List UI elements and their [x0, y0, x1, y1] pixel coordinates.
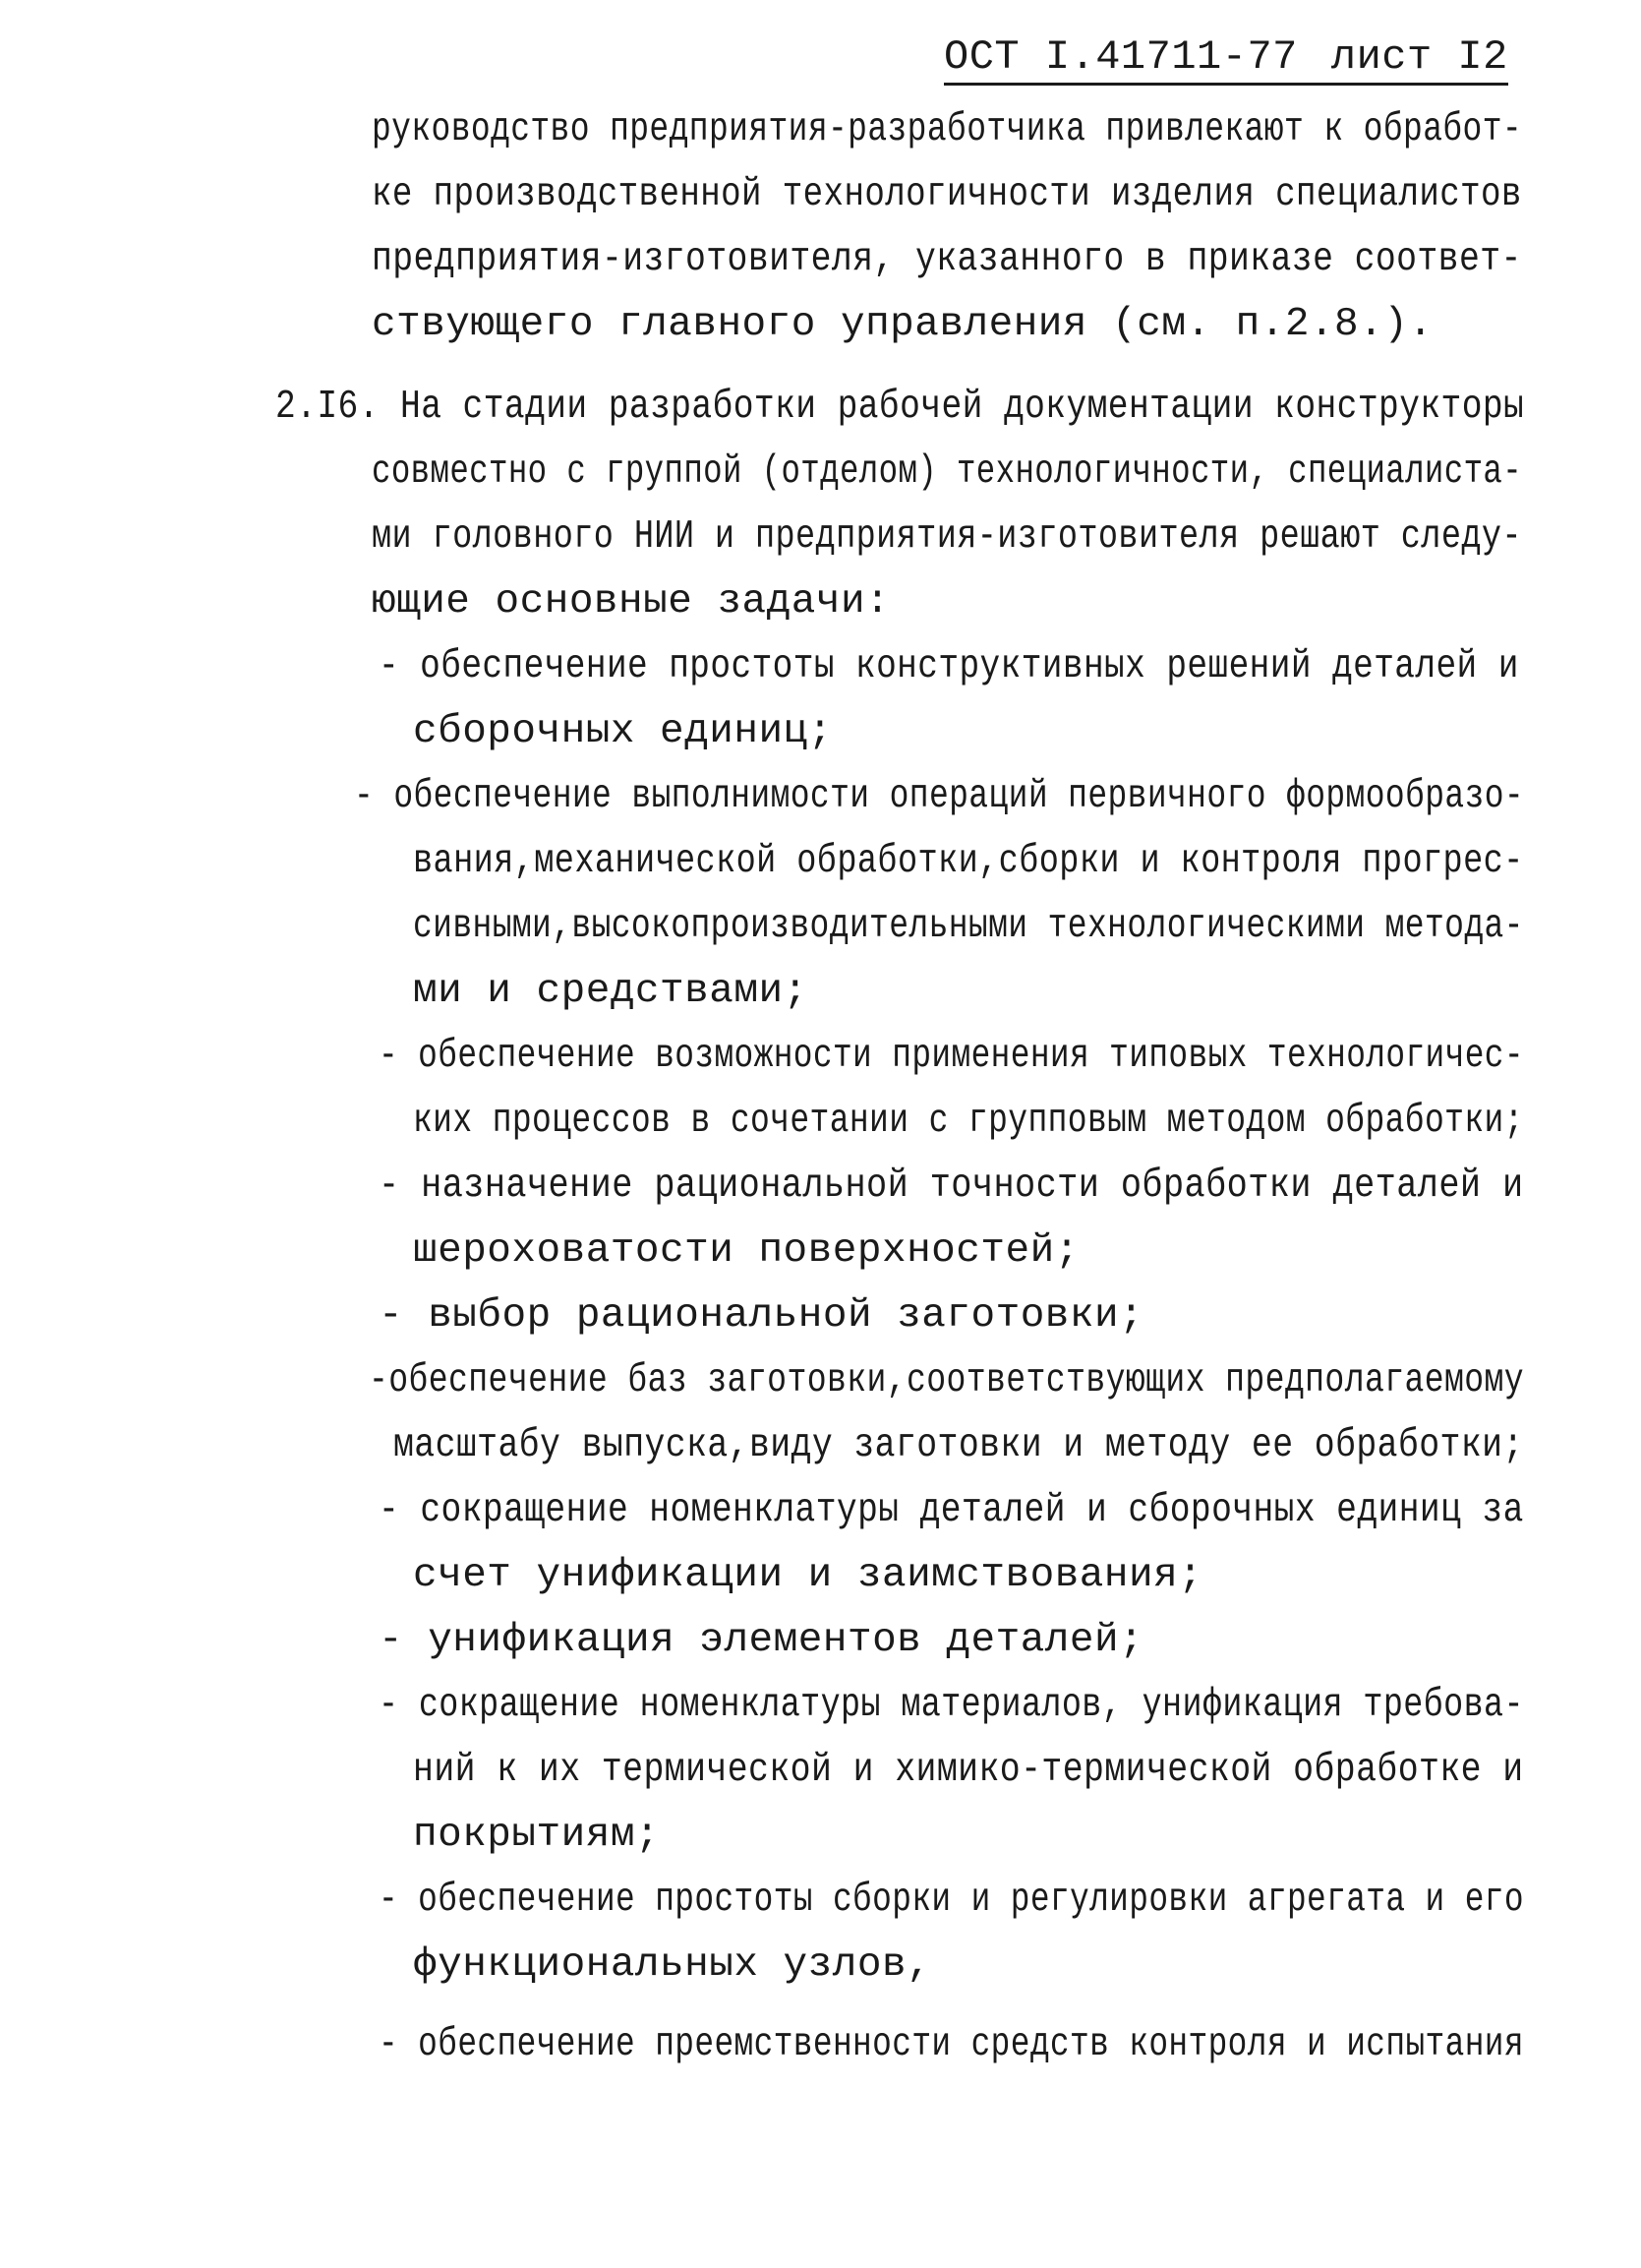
sheet-number: I2 — [1457, 33, 1508, 81]
list-item: - унификация элементов деталей; — [379, 1618, 1144, 1663]
section-heading: 2.I6. На стадии разработки рабочей документации конструкторы — [275, 385, 1525, 430]
list-item: - обеспечение преемственности средств контроля и испытания — [379, 2022, 1524, 2067]
list-item-cont: ких процессов в сочетании с групповым методом обработки; — [413, 1099, 1524, 1144]
text-line: руководство предприятия-разработчика привлекают к обработ- — [372, 107, 1523, 152]
text-line: ствующего главного управления (см. п.2.8.). — [372, 302, 1434, 347]
list-item: - сокращение номенклатуры деталей и сборочных единиц за — [379, 1488, 1524, 1533]
text-line: ми головного НИИ и предприятия-изготовителя решают следу- — [372, 514, 1522, 560]
list-item: - обеспечение простоты конструктивных решений деталей и — [379, 644, 1519, 689]
list-item: - выбор рациональной заготовки; — [379, 1293, 1144, 1339]
sheet-label: лист — [1330, 33, 1433, 81]
list-item-cont: функциональных узлов, — [413, 1942, 932, 1988]
text-line: совместно с группой (отделом) технологичности, специалиста- — [372, 449, 1523, 495]
list-item: - назначение рациональной точности обработки деталей и — [379, 1164, 1524, 1209]
standard-number: ОСТ I.41711-77 — [944, 33, 1298, 81]
text-line: предприятия-изготовителя, указанного в приказе соответ- — [372, 237, 1522, 282]
list-item: - сокращение номенклатуры материалов, унификация требова- — [379, 1683, 1524, 1728]
list-item: - обеспечение выполнимости операций первичного формообразо- — [354, 774, 1525, 819]
list-item-cont: ний к их термической и химико-термической обработке и — [413, 1748, 1524, 1793]
list-item-cont: сивными,высокопроизводительными технологическими метода- — [413, 904, 1524, 949]
text-line: ющие основные задачи: — [372, 579, 891, 625]
list-item-cont: счет унификации и заимствования; — [413, 1553, 1203, 1598]
list-item-cont: масштабу выпуска,виду заготовки и методу ее обработки; — [393, 1423, 1524, 1468]
list-item: - обеспечение возможности применения типовых технологичес- — [379, 1034, 1524, 1079]
list-item-cont: сборочных единиц; — [413, 709, 833, 754]
list-item: - обеспечение простоты сборки и регулировки агрегата и его — [379, 1878, 1524, 1923]
text-line: ке производственной технологичности изделия специалистов — [372, 172, 1522, 217]
page-header — [944, 33, 1508, 86]
list-item: -обеспечение баз заготовки,соответствующих предполагаемому — [369, 1358, 1525, 1403]
list-item-cont: шероховатости поверхностей; — [413, 1228, 1080, 1274]
list-item-cont: покрытиям; — [413, 1813, 661, 1858]
list-item-cont: ми и средствами; — [413, 969, 808, 1014]
list-item-cont: вания,механической обработки,сборки и контроля прогрес- — [413, 839, 1524, 884]
